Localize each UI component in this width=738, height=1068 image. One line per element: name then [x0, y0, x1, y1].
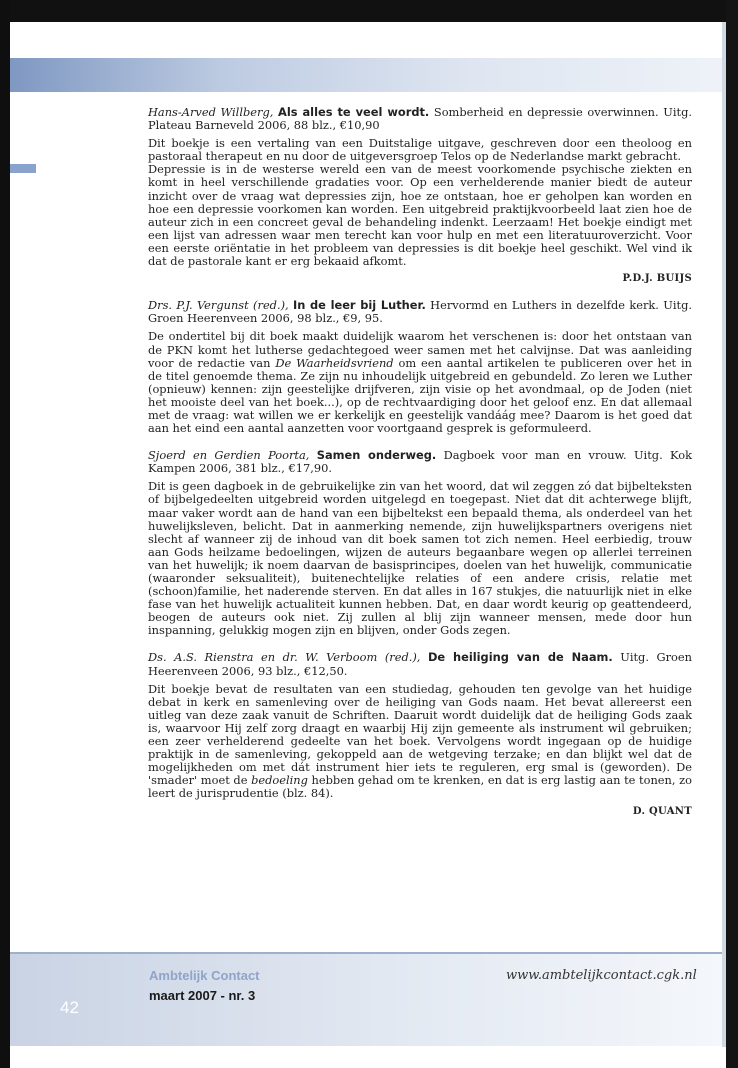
review-paragraph: Depressie is in de westerse wereld een van de meest voorkomende psychische ziekten en komt in heel verschillende gradaties voor. Op een verhelderende manier biedt de auteur inzicht over de vraag wat depressies zijn, hoe ze ontstaan, hoe er geholpen kan worden en hoe een depressie voorkomen kan worden. Een uitgebreid praktijkvoorbeeld laat zien hoe de auteur zich in een concreet geval de behandeling indenkt. Leerzaam! Het boekje eindigt met een lijst van adressen waar men terecht kan voor hulp en met een literatuuroverzicht. Voor een eerste oriëntatie in het probleem van depressies is dit boekje heel geschikt. Wel vind ik dat de pastorale kant er erg bekaaid afkomt. [148, 162, 692, 269]
review-paragraph: Dit boekje is een vertaling van een Duitstalige uitgave, geschreven door een theoloog en pastoraal therapeut en nu door de uitgeversgroep Telos op de Nederlandse markt gebracht. [148, 136, 692, 164]
review-text: De ondertitel bij dit boek maakt duidelijk waarom het verschenen is: door het ontstaan van de PKN komt het lutherse gedachtegoed weer samen met het calvijnse. Dat was aanleiding voor de redactie van [148, 329, 692, 370]
book-author: Sjoerd en Gerdien Poorta, [148, 448, 310, 463]
scan-border-top [0, 0, 738, 22]
book-title: In de leer bij Luther. [293, 298, 426, 313]
book-details: Somberheid en depressie overwinnen. Uitg. Plateau Barneveld 2006, 88 blz., €10,90 [148, 105, 693, 133]
review-poorta [148, 449, 692, 637]
review-text: hebben gehad om te krenken, en dat is erg lastig aan te tonen, zo leert de jurisprudentie (blz. 84). [148, 773, 692, 801]
review-text: om een aantal artikelen te publiceren over het in de titel genoemde thema. Ze zijn nu inhoudelijk uitgebreid en gebundeld. Zo leren we Luther (opnieuw) kennen: zijn geestelijke drijfveren, zijn visie op het avondmaal, op de Joden (niet het mooiste deel van het boek...), op de rechtvaardiging door het geloof enz. En dat allemaal met de vraag: wat willen we er kerkelijk en geestelijk vandáág mee? Daarom is het goed dat aan het eind een aantal aanzetten voor voortgaand gesprek is geformuleerd. [148, 355, 692, 436]
book-details: Dagboek voor man en vrouw. Uitg. Kok Kampen 2006, 381 blz., €17,90. [148, 448, 692, 476]
book-reference [148, 299, 692, 325]
review-vergunst [148, 299, 692, 435]
scan-border-left [0, 0, 10, 1068]
magazine-page [10, 22, 722, 1046]
book-reference [148, 449, 692, 475]
reviewer-signature: P.D.J. BUIJS [622, 273, 692, 285]
review-body [148, 480, 692, 637]
review-paragraph [148, 330, 692, 435]
margin-tab-marker [10, 164, 36, 173]
review-paragraph [148, 683, 692, 801]
review-column [148, 106, 692, 832]
review-body [148, 330, 692, 435]
book-title: De heiliging van de Naam. [427, 650, 613, 665]
scan-border-right [726, 0, 738, 1068]
issue-label: maart 2007 - nr. 3 [149, 988, 256, 1003]
book-title: Als alles te veel wordt. [278, 105, 430, 119]
footer-divider [10, 952, 722, 954]
book-reference [148, 106, 692, 132]
footer-band [10, 952, 722, 1046]
scan-page-edge [722, 22, 726, 1047]
page-number: 42 [60, 998, 79, 1017]
reviewer-signature: D. QUANT [632, 805, 692, 817]
review-willberg [148, 106, 692, 285]
review-rienstra [148, 651, 692, 817]
header-color-band [10, 58, 722, 92]
book-details: Hervormd en Luthers in dezelfde kerk. Uitg. Groen Heerenveen 2006, 98 blz., €9, 95. [148, 298, 692, 326]
book-details: Uitg. Groen Heerenveen 2006, 93 blz., €12,50. [148, 650, 692, 678]
review-text-italic: De Waarheidsvriend [275, 355, 394, 370]
review-text: Dit boekje bevat de resultaten van een studiedag, gehouden ten gevolge van het huidige debat in kerk en samenleving over de heiliging van Gods naam. Het bevat allereerst een uitleg van deze zaak vanuit de Schriften. Daaruit wordt duidelijk dat de heiliging Gods zaak is, waarvoor Hij zelf zorg draagt en waarbij Hij zijn gemeente als instrument wil gebruiken; een zeer verhelderend gedeelte van het boek. Vervolgens wordt ingegaan op de huidige praktijk in de samenleving, gekoppeld aan de wetgeving terzake; en dan blijkt wel dat de mogelijkheden om met dát instrument hier iets te reguleren, erg smal is (geworden). De 'smader' moet de [148, 681, 692, 788]
book-author: Ds. A.S. Rienstra en dr. W. Verboom (red.), [148, 650, 421, 665]
book-title: Samen onderweg. [316, 448, 437, 463]
review-body [148, 137, 692, 268]
review-paragraph: Dit is geen dagboek in de gebruikelijke zin van het woord, dat wil zeggen zó dat bijbelteksten of bijbelgedeelten uitgebreid worden uitgelegd en toegepast. Niet dat dit achterwege blijft, maar vaker wordt aan de hand van een bijbeltekst een bepaald thema, als onderdeel van het huwelijksleven, belicht. Dat in aanmerking nemende, zijn huwelijkspartners overigens niet slecht af wanneer zij de inhoud van dit boek samen tot zich nemen. Heel eerbiedig, trouw aan Gods heilzame bedoelingen, wijzen de auteurs begaanbare wegen op allerlei terreinen van het huwelijk; ik noem daarvan de basisprincipes, doelen van het huwelijk, communicatie (waaronder seksualiteit), buitenechtelijke relaties of een andere crisis, relatie met (schoon)familie, het naderende sterven. En dat alles in 167 stukjes, die natuurlijk niet in elke fase van het huwelijk actualiteit kunnen hebben. Dat, en daar wordt keurig op geattendeerd, beogen de auteurs ook niet. Zij zullen al blij zijn wanneer mensen, mede door hun inspanning, gelukkig mogen zijn en blijven, onder Gods zegen. [148, 479, 692, 638]
book-reference [148, 651, 692, 677]
book-author: Hans-Arved Willberg, [148, 105, 274, 119]
review-body [148, 683, 692, 801]
magazine-name: Ambtelijk Contact [149, 968, 260, 983]
book-author: Drs. P.J. Vergunst (red.), [148, 298, 289, 313]
website-url: www.ambtelijkcontact.cgk.nl [506, 968, 697, 983]
review-text-italic: bedoeling [251, 773, 308, 788]
